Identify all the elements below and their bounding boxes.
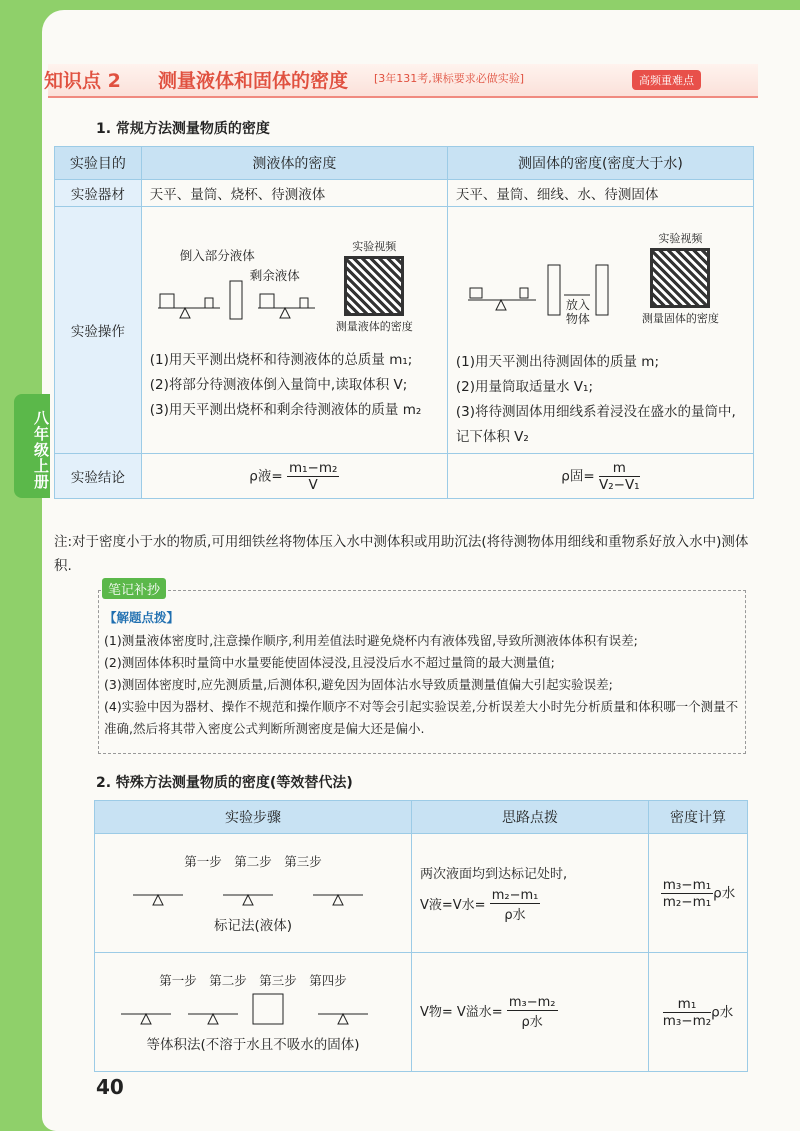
liquid-ops: [150, 348, 439, 423]
method-name: 等体积法(不溶于水且不吸水的固体): [146, 1037, 360, 1053]
table-header: 测液体的密度: [141, 147, 447, 180]
numerator: m₃−m₂: [508, 994, 556, 1010]
formula-lhs: ρ固=: [561, 468, 595, 484]
tip-head: 【解题点拨】: [104, 610, 180, 625]
table-special: [94, 800, 748, 1072]
denominator: V₂−V₁: [598, 476, 640, 493]
qr-code: [650, 248, 710, 308]
section-2-title: 2. 特殊方法测量物质的密度(等效替代法): [96, 775, 353, 791]
row-label: 实验操作: [55, 207, 142, 454]
rho-water: ρ水: [711, 1004, 734, 1020]
calc-cell: [649, 834, 748, 953]
knowledge-note: [3年131考,课标要求必做实验]: [374, 72, 525, 85]
op-step: (2)用量筒取适量水 V₁;: [455, 379, 593, 395]
fraction: [661, 877, 713, 910]
table-header: 实验步骤: [95, 801, 412, 834]
liquid-formula: [141, 454, 447, 499]
denominator: m₃−m₂: [662, 1012, 712, 1029]
liquid-figure: [150, 238, 439, 348]
idea-cell: [412, 953, 649, 1072]
denominator: ρ水: [521, 1014, 543, 1030]
op-step: (1)用天平测出烧杯和待测液体的总质量 m₁;: [149, 351, 413, 368]
formula-lhs: ρ液=: [249, 468, 283, 484]
tip-item: (1)测量液体密度时,注意操作顺序,利用差值法时避免烧杯内有液体残留,导致所测液体体积有误差;: [104, 633, 638, 648]
note: 注:对于密度小于水的物质,可用细铁丝将物体压入水中测体积或用助沉法(将待测物体用细线和重物系好放入水中)测体积.: [54, 534, 749, 574]
qr-code: [344, 256, 404, 316]
steps-cell: [95, 834, 412, 953]
equation-lhs: V物= V溢水=: [420, 1004, 503, 1020]
denominator: ρ水: [504, 908, 526, 923]
section-1-title: 1. 常规方法测量物质的密度: [96, 121, 270, 137]
qr-caption: 测量液体的密度: [335, 319, 413, 333]
fraction: [287, 460, 339, 493]
fraction: [599, 460, 640, 493]
page-number: 40: [96, 1075, 124, 1099]
equal-volume-diagram: [113, 989, 393, 1029]
fraction: [490, 888, 541, 923]
numerator: m₂−m₁: [491, 888, 539, 903]
table-header: 实验目的: [55, 147, 142, 180]
solid-formula: [447, 454, 753, 499]
tip-item: (2)测固体体积时量筒中水量要能使固体浸没,且浸没后水不超过量筒的最大测量值;: [104, 655, 555, 670]
marker-method-diagram: [123, 870, 383, 910]
table-cell: 天平、量筒、烧杯、待测液体: [141, 180, 447, 207]
solid-ops-cell: [447, 207, 753, 454]
idea-cell: [412, 834, 649, 953]
steps-label: 第一步 第二步 第三步 第四步: [159, 973, 347, 988]
table-cell: 天平、量筒、细线、水、待测固体: [447, 180, 753, 207]
hot-badge: 高频重难点: [632, 70, 701, 90]
table-regular: [54, 146, 754, 499]
qr-label: 实验视频: [352, 239, 397, 253]
fraction: [507, 995, 558, 1030]
op-step: (3)将待测固体用细线系着浸没在盛水的量筒中,记下体积 V₂: [455, 404, 736, 445]
fig-label: 剩余液体: [249, 267, 300, 283]
solid-balance-diagram: [456, 260, 626, 330]
denominator: m₂−m₁: [662, 893, 712, 910]
liquid-ops-cell: [141, 207, 447, 454]
op-step: (3)用天平测出烧杯和剩余待测液体的质量 m₂: [149, 401, 422, 418]
equation-lhs: V液=V水=: [420, 898, 486, 913]
knowledge-title: 测量液体和固体的密度: [158, 70, 349, 92]
notes-tag: 笔记补抄: [102, 578, 166, 599]
fig-label: 倒入部分液体: [179, 247, 255, 263]
row-label: 实验器材: [55, 180, 142, 207]
fig-label: 放入物体: [565, 298, 590, 326]
idea-text: 两次液面均到达标记处时,: [420, 867, 568, 882]
qr-caption: 测量固体的密度: [641, 312, 719, 325]
qr-block: [336, 238, 413, 334]
steps-label: 第一步 第二步 第三步: [184, 854, 322, 869]
qr-label: 实验视频: [658, 232, 703, 245]
op-step: (2)将部分待测液体倒入量筒中,读取体积 V;: [149, 376, 408, 393]
qr-block: [642, 230, 719, 326]
rho-water: ρ水: [713, 885, 736, 901]
op-step: (1)用天平测出待测固体的质量 m;: [455, 354, 660, 370]
balance-diagram: [150, 276, 320, 321]
tip-list: [104, 630, 740, 740]
knowledge-point: 知识点 2: [44, 70, 121, 92]
fraction: [663, 996, 711, 1029]
solid-ops: [456, 350, 745, 450]
solid-figure: [456, 210, 745, 350]
numerator: m₁: [663, 996, 711, 1013]
table-header: 思路点拨: [412, 801, 649, 834]
tip-item: (3)测固体密度时,应先测质量,后测体积,避免因为固体沾水导致质量测量值偏大引起实验误差;: [104, 677, 613, 692]
numerator: m₃−m₁: [662, 876, 712, 893]
tip-item: (4)实验中因为器材、操作不规范和操作顺序不对等会引起实验误差,分析误差大小时先分析质量和体积哪一个测量不准确,然后将其带入密度公式判断所测密度是偏大还是偏小.: [104, 699, 739, 736]
table-header: 密度计算: [649, 801, 748, 834]
calc-cell: [649, 953, 748, 1072]
side-tab: 八年级上册: [14, 394, 50, 498]
method-name: 标记法(液体): [213, 918, 293, 934]
numerator: m: [599, 460, 640, 477]
numerator: m₁−m₂: [288, 459, 338, 476]
table-header: 测固体的密度(密度大于水): [447, 147, 753, 180]
denominator: V: [308, 476, 318, 493]
steps-cell: [95, 953, 412, 1072]
row-label: 实验结论: [55, 454, 142, 499]
